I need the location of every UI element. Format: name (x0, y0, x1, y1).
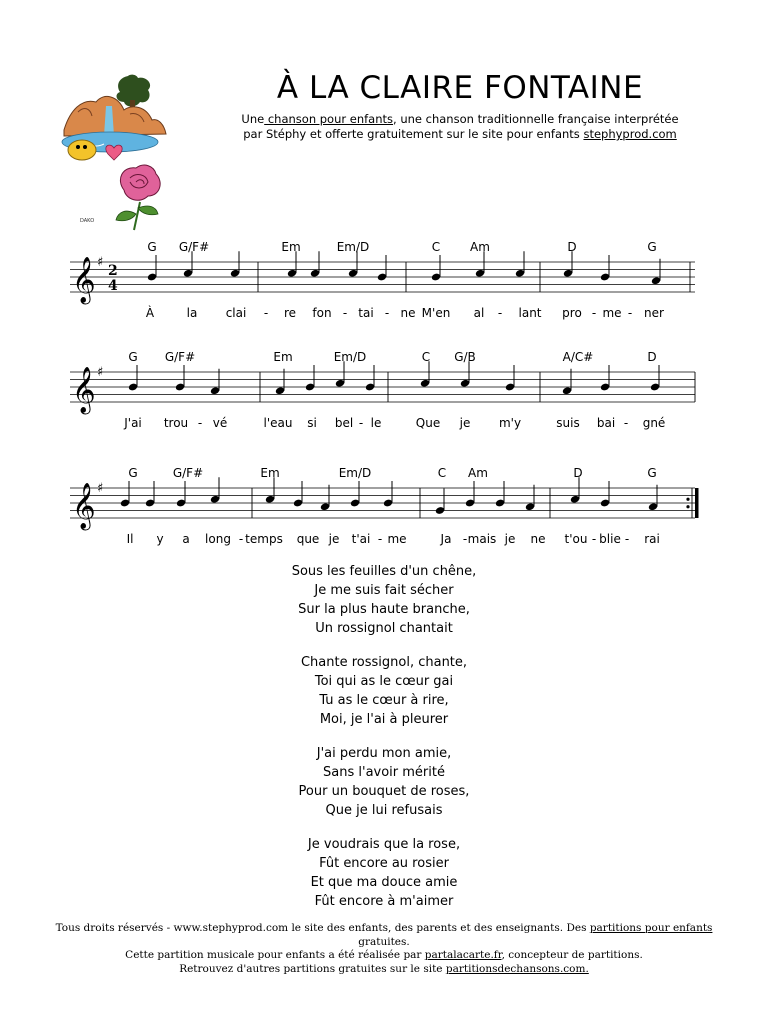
footer-text: , concepteur de partitions. (501, 949, 643, 961)
lyric-syllable: mais (467, 532, 497, 546)
chord-label: G (147, 240, 157, 254)
lyric-syllable: - (591, 532, 597, 546)
repeat-dot (686, 498, 689, 501)
verse-line: Pour un bouquet de roses, (298, 784, 470, 799)
lyric-syllable: ner (644, 306, 664, 320)
lyric-syllable: M'en (421, 306, 451, 320)
lyric-syllable: je (504, 532, 516, 546)
verse-line: Je voudrais que la rose, (307, 837, 461, 852)
fountain-rose-illustration (60, 72, 170, 232)
lyric-syllable: al (473, 306, 485, 320)
chord-label: Em (273, 350, 293, 364)
verse-line: Un rossignol chantait (315, 621, 453, 636)
footer-text: gratuites. (358, 935, 410, 948)
music-system-1 (70, 240, 700, 350)
verses (234, 562, 534, 926)
lyric-syllable: vé (212, 416, 228, 430)
verse-line: Sur la plus haute branche, (298, 602, 470, 617)
stephyprod-link[interactable]: stephyprod.com (583, 127, 677, 141)
song-title: À LA CLAIRE FONTAINE (276, 70, 644, 106)
lyric-syllable: clai (225, 306, 247, 320)
verse (234, 835, 534, 911)
lyric-syllable: le (370, 416, 382, 430)
lyric-syllable: lant (518, 306, 542, 320)
lyric-syllable: suis (556, 416, 580, 430)
lyric-syllable: - (623, 416, 629, 430)
partalacarte-link[interactable]: partalacarte.fr (424, 949, 502, 961)
lyric-syllable: À (145, 306, 155, 320)
lyrics-row (70, 416, 700, 432)
time-signature-top: 2 (108, 263, 118, 279)
chanson-pour-enfants-link[interactable]: chanson pour enfants (264, 112, 394, 126)
partitionsdechansons-link[interactable]: partitionsdechansons.com. (445, 962, 589, 975)
lyric-syllable: bel (334, 416, 354, 430)
lyric-syllable: m'y (498, 416, 522, 430)
treble-clef-icon: 𝄞 (72, 257, 96, 303)
verse-line: Fût encore au rosier (319, 856, 449, 871)
verse (234, 744, 534, 820)
lyrics-row (70, 532, 700, 548)
chord-label: G/F# (178, 240, 210, 254)
lyric-syllable: J'ai (124, 416, 142, 430)
chord-label: C (437, 466, 447, 480)
chord-label: D (647, 350, 657, 364)
chord-label: Am (470, 240, 490, 254)
chord-label: Em (281, 240, 301, 254)
lyric-syllable: la (186, 306, 198, 320)
footer-text: Cette partition musicale pour enfants a été réalisée par (125, 949, 425, 961)
final-bar-line (695, 488, 699, 518)
lyric-syllable: pro (562, 306, 582, 320)
chord-label: Em/D (336, 240, 370, 254)
lyric-syllable: - (342, 306, 348, 320)
lyric-syllable: - (624, 532, 630, 546)
subtitle-text: Une (241, 112, 265, 126)
chord-label: G (128, 350, 138, 364)
chord-label: G (128, 466, 138, 480)
lyric-syllable: a (182, 532, 190, 546)
lyric-syllable: l'eau (263, 416, 293, 430)
chord-label: C (421, 350, 431, 364)
chord-label: G/B (454, 350, 476, 364)
lyric-syllable: temps (245, 532, 283, 546)
lyric-syllable: tai (358, 306, 374, 320)
chord-label: G/F# (172, 466, 204, 480)
repeat-dot (686, 505, 689, 508)
verse-line: J'ai perdu mon amie, (316, 746, 452, 761)
verse-line: Tu as le cœur à rire, (319, 693, 449, 708)
subtitle-text: , une chanson traditionnelle française interprétée (393, 112, 679, 126)
verse (234, 562, 534, 638)
footer (40, 922, 728, 976)
footer-text: Tous droits réservés - www.stephyprod.com le site des enfants, des parents et des enseignants. Des (55, 922, 590, 934)
chord-label: D (573, 466, 583, 480)
verse-line: Fût encore à m'aimer (314, 894, 454, 909)
lyric-syllable: t'ai (351, 532, 371, 546)
music-system-3 (70, 466, 700, 576)
lyric-syllable: trou (163, 416, 189, 430)
treble-clef-icon: 𝄞 (72, 483, 96, 529)
partitions-pour-enfants-link[interactable]: partitions pour enfants (589, 922, 713, 934)
lyrics-row (70, 306, 700, 322)
chord-label: Am (468, 466, 488, 480)
lyric-syllable: - (591, 306, 597, 320)
lyric-syllable: - (197, 416, 203, 430)
lyric-syllable: t'ou (564, 532, 588, 546)
footer-text: Retrouvez d'autres partitions gratuites sur le site (179, 962, 446, 975)
chord-label: C (431, 240, 441, 254)
lyric-syllable: blie (599, 532, 621, 546)
sharp-icon: ♯ (97, 255, 104, 270)
chord-label: D (567, 240, 577, 254)
verse-line: Sans l'avoir mérité (323, 765, 445, 780)
verse-line: Toi qui as le cœur gai (314, 674, 454, 689)
lyric-syllable: fon (312, 306, 332, 320)
verse-line: Chante rossignol, chante, (300, 655, 468, 670)
lyric-syllable: je (328, 532, 340, 546)
lyric-syllable: - (384, 306, 390, 320)
lyric-syllable: me (387, 532, 407, 546)
verse-line: Que je lui refusais (325, 803, 443, 818)
lyric-syllable: rai (644, 532, 660, 546)
lyric-syllable: y (156, 532, 164, 546)
chord-label: G (647, 240, 657, 254)
verse (234, 653, 534, 729)
lyric-syllable: - (377, 532, 383, 546)
chord-label: Em/D (333, 350, 367, 364)
lyric-syllable: me (602, 306, 622, 320)
lyric-syllable: que (296, 532, 320, 546)
song-subtitle (200, 112, 720, 142)
chord-label: Em (260, 466, 280, 480)
lyric-syllable: - (263, 306, 269, 320)
verse-line: Sous les feuilles d'un chêne, (291, 564, 477, 579)
lyric-syllable: - (238, 532, 244, 546)
sharp-icon: ♯ (97, 481, 104, 496)
lyric-syllable: - (627, 306, 633, 320)
subtitle-text: par Stéphy et offerte gratuitement sur le site pour enfants (243, 127, 584, 141)
lyric-syllable: - (462, 532, 468, 546)
chord-label: A/C# (562, 350, 594, 364)
treble-clef-icon: 𝄞 (72, 367, 96, 413)
lyric-syllable: Il (126, 532, 134, 546)
lyric-syllable: ne (530, 532, 546, 546)
lyric-syllable: Ja (440, 532, 452, 546)
verse-line: Moi, je l'ai à pleurer (319, 712, 449, 727)
lyric-syllable: - (497, 306, 503, 320)
lyric-syllable: je (459, 416, 471, 430)
signature: DAKO (80, 218, 95, 224)
verse-line: Je me suis fait sécher (314, 583, 454, 598)
lyric-syllable: long (205, 532, 231, 546)
verse-line: Et que ma douce amie (310, 875, 458, 890)
lyric-syllable: re (283, 306, 297, 320)
chord-label: G/F# (164, 350, 196, 364)
lyric-syllable: Que (415, 416, 441, 430)
lyric-syllable: - (358, 416, 364, 430)
lyric-syllable: gné (642, 416, 666, 430)
chord-label: Em/D (338, 466, 372, 480)
chord-label: G (647, 466, 657, 480)
fountain-rose-drawing-icon (60, 72, 170, 232)
lyric-syllable: bai (596, 416, 616, 430)
sharp-icon: ♯ (97, 365, 104, 380)
lyric-syllable: si (307, 416, 317, 430)
time-signature-bottom: 4 (108, 278, 118, 294)
music-system-2 (70, 350, 700, 460)
lyric-syllable: ne (400, 306, 416, 320)
